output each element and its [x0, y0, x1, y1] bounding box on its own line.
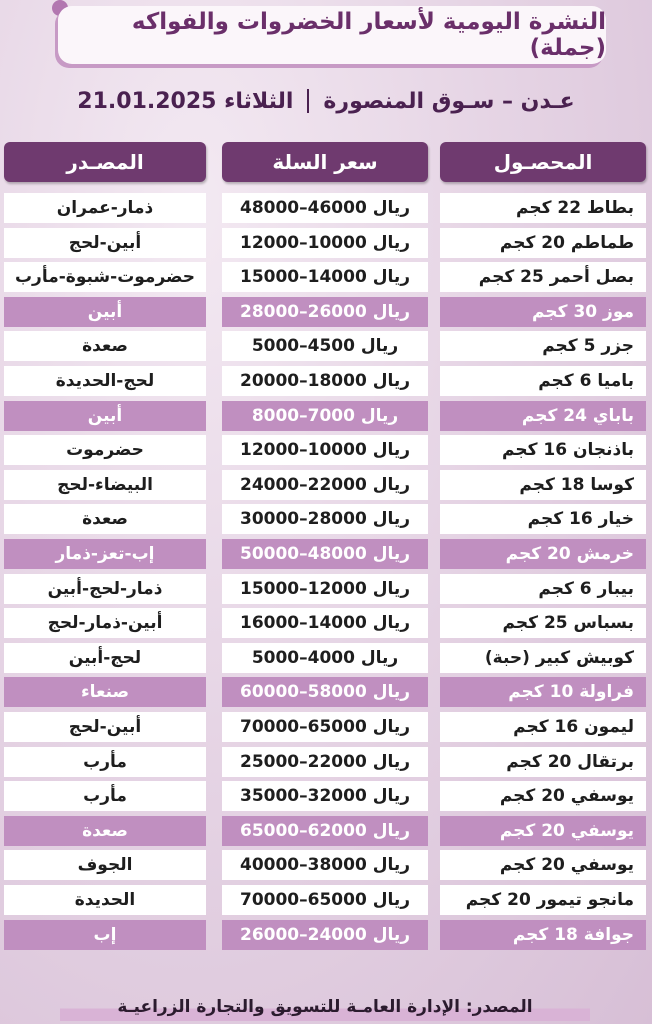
table-row	[0, 539, 652, 569]
price-cell: 15000–12000 ريال	[222, 574, 428, 604]
table-row	[0, 297, 652, 327]
price-cell: 70000–65000 ريال	[222, 885, 428, 915]
source-cell: لحج-أبين	[4, 643, 206, 673]
table-row	[0, 920, 652, 950]
price-cell: 26000–24000 ريال	[222, 920, 428, 950]
source-cell: ذمار-عمران	[4, 193, 206, 223]
product-cell: بيبار 6 كجم	[440, 574, 646, 604]
table-row	[0, 504, 652, 534]
price-cell: 15000–14000 ريال	[222, 262, 428, 292]
price-cell: 16000–14000 ريال	[222, 608, 428, 638]
source-cell: صعدة	[4, 331, 206, 361]
source-cell: صنعاء	[4, 677, 206, 707]
report-date: 21.01.2025	[77, 88, 217, 114]
product-cell: طماطم 20 كجم	[440, 228, 646, 258]
header-price: سعر السلة	[222, 142, 428, 182]
source-cell: حضرموت-شبوة-مأرب	[4, 262, 206, 292]
source-cell: حضرموت	[4, 435, 206, 465]
price-cell: 20000–18000 ريال	[222, 366, 428, 396]
source-cell: أبين	[4, 297, 206, 327]
source-cell: أبين-لحج	[4, 228, 206, 258]
table-row	[0, 193, 652, 223]
product-cell: بصل أحمر 25 كجم	[440, 262, 646, 292]
source-cell: البيضاء-لحج	[4, 470, 206, 500]
source-cell: الحديدة	[4, 885, 206, 915]
source-cell: ذمار-لحج-أبين	[4, 574, 206, 604]
market-location: عـدن – سـوق المنصورة	[323, 88, 575, 114]
source-cell: صعدة	[4, 816, 206, 846]
product-cell: يوسفي 20 كجم	[440, 781, 646, 811]
price-cell: 70000–65000 ريال	[222, 712, 428, 742]
product-cell: كوبيش كبير (حبة)	[440, 643, 646, 673]
table-row	[0, 677, 652, 707]
price-cell: 50000–48000 ريال	[222, 539, 428, 569]
header-source: المصـدر	[4, 142, 206, 182]
table-row	[0, 574, 652, 604]
price-cell: 40000–38000 ريال	[222, 850, 428, 880]
source-cell: صعدة	[4, 504, 206, 534]
product-cell: باذنجان 16 كجم	[440, 435, 646, 465]
product-cell: بسباس 25 كجم	[440, 608, 646, 638]
source-cell: أبين-لحج	[4, 712, 206, 742]
day-name: الثلاثاء	[224, 88, 294, 114]
price-cell: 60000–58000 ريال	[222, 677, 428, 707]
source-cell: مأرب	[4, 781, 206, 811]
table-row	[0, 885, 652, 915]
source-cell: إب	[4, 920, 206, 950]
subtitle-divider	[307, 89, 309, 113]
price-cell: 28000–26000 ريال	[222, 297, 428, 327]
table-row	[0, 816, 652, 846]
subtitle-bar	[0, 82, 652, 120]
price-cell: 35000–32000 ريال	[222, 781, 428, 811]
source-cell: الجوف	[4, 850, 206, 880]
table-row	[0, 643, 652, 673]
product-cell: فراولة 10 كجم	[440, 677, 646, 707]
source-cell: أبين-ذمار-لحج	[4, 608, 206, 638]
price-cell: 12000–10000 ريال	[222, 435, 428, 465]
price-cell: 30000–28000 ريال	[222, 504, 428, 534]
table-row	[0, 262, 652, 292]
table-row	[0, 470, 652, 500]
product-cell: باباي 24 كجم	[440, 401, 646, 431]
product-cell: بطاط 22 كجم	[440, 193, 646, 223]
table-row	[0, 331, 652, 361]
product-cell: خرمش 20 كجم	[440, 539, 646, 569]
product-cell: خيار 16 كجم	[440, 504, 646, 534]
price-cell: 8000–7000 ريال	[222, 401, 428, 431]
product-cell: جوافة 18 كجم	[440, 920, 646, 950]
product-cell: موز 30 كجم	[440, 297, 646, 327]
source-cell: مأرب	[4, 747, 206, 777]
table-row	[0, 747, 652, 777]
table-row	[0, 712, 652, 742]
product-cell: باميا 6 كجم	[440, 366, 646, 396]
source-footer: المصدر: الإدارة العامـة للتسويق والتجارة الزراعيـة	[60, 993, 590, 1021]
product-cell: جزر 5 كجم	[440, 331, 646, 361]
price-cell: 5000–4500 ريال	[222, 331, 428, 361]
price-cell: 24000–22000 ريال	[222, 470, 428, 500]
product-cell: برتقال 20 كجم	[440, 747, 646, 777]
source-cell: أبين	[4, 401, 206, 431]
product-cell: ليمون 16 كجم	[440, 712, 646, 742]
price-cell: 65000–62000 ريال	[222, 816, 428, 846]
price-cell: 12000–10000 ريال	[222, 228, 428, 258]
product-cell: كوسا 18 كجم	[440, 470, 646, 500]
table-row	[0, 608, 652, 638]
price-cell: 25000–22000 ريال	[222, 747, 428, 777]
table-row	[0, 228, 652, 258]
table-row	[0, 401, 652, 431]
table-row	[0, 781, 652, 811]
page-title: النشرة اليومية لأسعار الخضروات والفواكه (جملة)	[131, 9, 606, 61]
table-header	[0, 142, 652, 182]
product-cell: يوسفي 20 كجم	[440, 816, 646, 846]
price-cell: 5000–4000 ريال	[222, 643, 428, 673]
table-row	[0, 435, 652, 465]
source-cell: لحج-الحديدة	[4, 366, 206, 396]
product-cell: مانجو تيمور 20 كجم	[440, 885, 646, 915]
table-row	[0, 366, 652, 396]
header-product: المحصـول	[440, 142, 646, 182]
product-cell: يوسفي 20 كجم	[440, 850, 646, 880]
title-box	[58, 6, 606, 64]
table-row	[0, 850, 652, 880]
source-cell: إب-تعز-ذمار	[4, 539, 206, 569]
price-cell: 48000–46000 ريال	[222, 193, 428, 223]
